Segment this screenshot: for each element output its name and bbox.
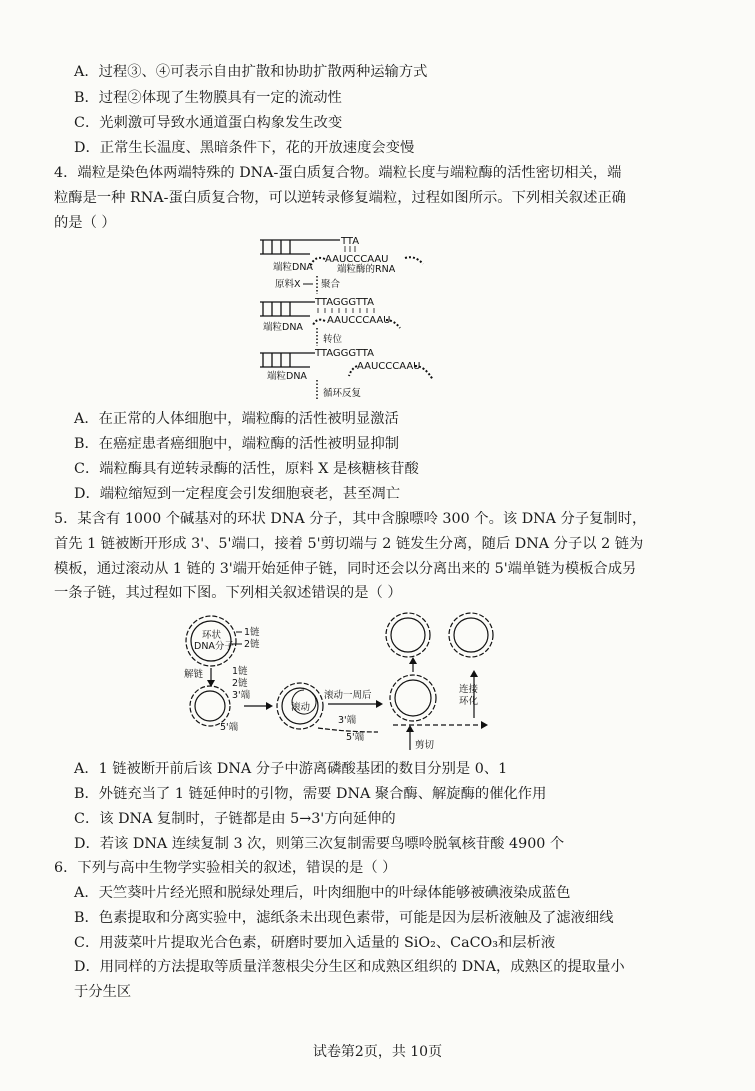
label-telomere-dna-3: 端粒DNA — [267, 371, 307, 382]
q3-option-a: A．过程③、④可表示自由扩散和协助扩散两种运输方式 — [74, 64, 428, 80]
seq-rna-1: AAUCCCAAU — [325, 254, 389, 265]
label-end-3b: 3'端 — [338, 715, 357, 726]
q6-option-a: A．天竺葵叶片经光照和脱绿处理后，叶肉细胞中的叶绿体能够被碘液染成蓝色 — [74, 885, 571, 901]
label-circular-2: DNA分子 — [194, 641, 234, 652]
label-end-5b: 5'端 — [346, 732, 365, 743]
q4-stem-line-3: 的是（ ） — [54, 215, 116, 231]
label-rolling: 滚动 — [291, 702, 311, 713]
label-telomere-dna-1: 端粒DNA — [273, 262, 313, 273]
label-polymerize: 聚合 — [321, 279, 341, 290]
q5-option-d: D．若该 DNA 连续复制 3 次，则第三次复制需要鸟嘌呤脱氧核苷酸 4900 个 — [74, 836, 565, 852]
label-strand-1b: 1链 — [232, 666, 248, 677]
label-cyclize: 环化 — [459, 696, 479, 707]
q4-stem-line-1: 4．端粒是染色体两端特殊的 DNA-蛋白质复合物。端粒长度与端粒酶的活性密切相关，端 — [54, 165, 622, 181]
label-connect: 连接 — [459, 684, 479, 695]
label-telomere-dna-2: 端粒DNA — [263, 322, 303, 333]
label-cut: 剪切 — [415, 740, 435, 751]
label-strand-1: 1链 — [244, 627, 260, 638]
q6-option-d-line-1: D．用同样的方法提取等质量洋葱根尖分生区和成熟区组织的 DNA，成熟区的提取量小 — [74, 959, 625, 975]
label-circular-1: 环状 — [202, 630, 222, 641]
q3-option-d: D．正常生长温度、黑暗条件下，花的开放速度会变慢 — [74, 140, 415, 156]
label-unwind: 解链 — [184, 669, 204, 680]
q5-stem-line-1: 5．某含有 1000 个碱基对的环状 DNA 分子，其中含腺嘌呤 300 个。该 DNA 分子复制时， — [54, 511, 647, 527]
q4-option-a: A．在正常的人体细胞中，端粒酶的活性被明显激活 — [74, 411, 399, 427]
label-end-3: 3'端 — [232, 690, 251, 701]
seq-tta: TTA — [341, 236, 360, 247]
seq-dna-2: TTAGGGTTA — [315, 297, 374, 308]
q5-stem-line-2: 首先 1 链被断开形成 3'、5'端口，接着 5'剪切端与 2 链发生分离，随后 DNA 分子以 2 链为 — [54, 536, 644, 552]
label-strand-2: 2链 — [244, 639, 260, 650]
label-repeat: 循环反复 — [323, 388, 362, 399]
rolling-circle-figure — [178, 610, 518, 756]
q6-option-d-line-2: 于分生区 — [74, 984, 132, 1000]
q6-option-b: B．色素提取和分离实验中，滤纸条未出现色素带，可能是因为层析液触及了滤液细线 — [74, 910, 614, 926]
label-after-one-turn: 滚动一周后 — [324, 690, 372, 701]
q5-option-a: A．1 链被断开前后该 DNA 分子中游离磷酸基团的数目分别是 0、1 — [74, 761, 508, 777]
q5-option-c: C．该 DNA 复制时，子链都是由 5→3'方向延伸的 — [74, 811, 396, 827]
label-end-5: 5'端 — [220, 722, 239, 733]
q3-option-b: B．过程②体现了生物膜具有一定的流动性 — [74, 90, 342, 106]
q4-stem-line-2: 粒酶是一种 RNA-蛋白质复合物，可以逆转录修复端粒，过程如图所示。下列相关叙述正确 — [54, 190, 626, 206]
q5-stem-line-3: 模板，通过滚动从 1 链的 3'端开始延伸子链，同时还会以分离出来的 5'端单链为模板合成另 — [54, 561, 637, 577]
q4-option-c: C．端粒酶具有逆转录酶的活性，原料 X 是核糖核苷酸 — [74, 461, 419, 477]
label-raw-x: 原料X — [275, 279, 301, 290]
q6-stem: 6．下列与高中生物学实验相关的叙述，错误的是（ ） — [54, 860, 397, 876]
page-footer: 试卷第2页，共 10页 — [312, 1044, 443, 1060]
label-strand-2b: 2链 — [232, 678, 248, 689]
label-telomerase-rna: 端粒酶的RNA — [337, 264, 396, 275]
label-translocate: 转位 — [323, 334, 343, 345]
q4-option-d: D．端粒缩短到一定程度会引发细胞衰老，甚至凋亡 — [74, 486, 400, 502]
q3-option-c: C．光刺激可导致水通道蛋白构象发生改变 — [74, 115, 343, 131]
q6-option-c: C．用菠菜叶片提取光合色素，研磨时要加入适量的 SiO₂、CaCO₃和层析液 — [74, 935, 556, 951]
seq-dna-3: TTAGGGTTA — [315, 348, 374, 359]
q4-option-b: B．在癌症患者癌细胞中，端粒酶的活性被明显抑制 — [74, 436, 400, 452]
telomerase-figure — [255, 232, 455, 404]
q5-option-b: B．外链充当了 1 链延伸时的引物，需要 DNA 聚合酶、解旋酶的催化作用 — [74, 786, 547, 802]
seq-rna-3: AAUCCCAAU — [357, 361, 421, 372]
seq-rna-2: AAUCCCAAU — [327, 315, 391, 326]
q5-stem-line-4: 一条子链，其过程如下图。下列相关叙述错误的是（ ） — [54, 585, 402, 601]
